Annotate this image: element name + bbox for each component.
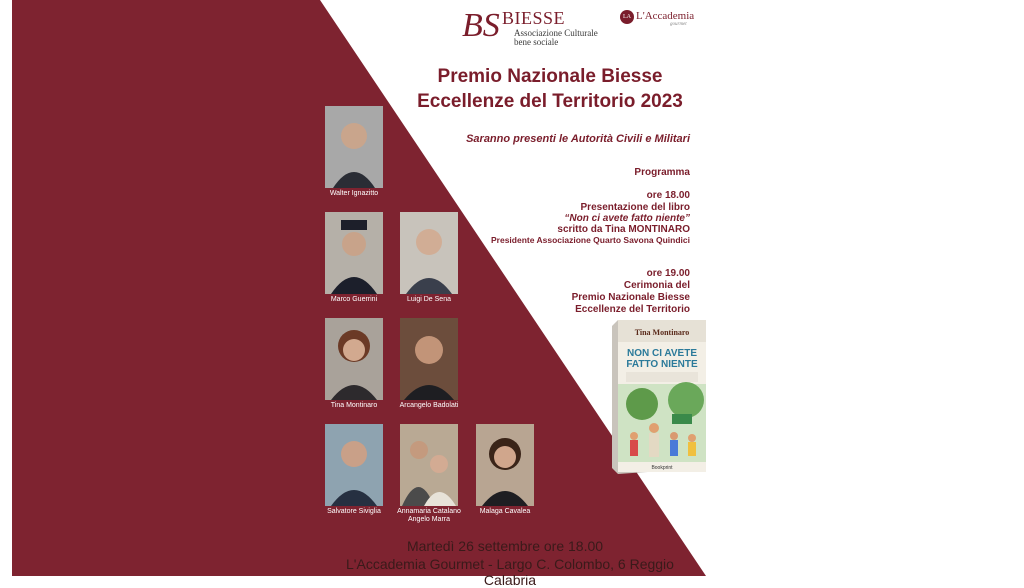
book-child-3-body	[688, 442, 696, 456]
book-adult	[649, 423, 659, 433]
book-child-3	[688, 434, 696, 442]
right-margin	[712, 0, 1024, 576]
portrait-icon	[400, 212, 458, 294]
event-date: Martedì 26 settembre ore 18.00	[406, 538, 604, 554]
name-annamaria-catalano: Annamaria Catalano	[397, 508, 461, 515]
event-venue: L'Accademia Gourmet - Largo C. Colombo, 6 Reggio Calabria	[346, 556, 674, 588]
name-malaga-cavalea: Malaga Cavalea	[479, 508, 531, 515]
book-author: Tina Montinaro	[634, 328, 690, 337]
program-time-2: ore 19.00	[646, 268, 690, 279]
program-time-1: ore 18.00	[646, 190, 690, 201]
photo-luigi-de-sena	[400, 212, 458, 294]
photo-arcangelo-badolati	[400, 318, 458, 400]
book-title-line1: NON CI AVETE	[626, 348, 698, 359]
left-margin-strip	[0, 0, 12, 576]
photo-tina-montinaro	[325, 318, 383, 400]
book-publisher: Bookprint	[651, 465, 673, 471]
biesse-monogram: BS	[462, 7, 500, 44]
book-sign	[672, 414, 692, 424]
photo-malaga-cavalea	[476, 424, 534, 506]
accademia-subtitle: gourmet	[670, 22, 687, 27]
authorities-note: Saranno presenti le Autorità Civili e Militari	[466, 133, 690, 145]
accademia-name: L'Accademia	[636, 10, 695, 22]
name-salvatore-siviglia: Salvatore Siviglia	[327, 508, 381, 515]
name-walter-ignazitto: Walter Ignazitto	[329, 190, 379, 197]
title-line-2: Eccellenze del Territorio 2023	[417, 91, 683, 112]
portrait-icon	[325, 424, 383, 506]
photo-marco-guerrini	[325, 212, 383, 294]
program-item2-line2: Premio Nazionale Biesse	[571, 292, 690, 303]
biesse-subtitle-2: bene sociale	[514, 37, 559, 47]
book-title-line2: FATTO NIENTE	[626, 359, 698, 370]
biesse-name: BIESSE	[502, 8, 566, 28]
name-luigi-de-sena: Luigi De Sena	[407, 296, 451, 303]
portrait-icon	[325, 318, 383, 400]
program-item1-role: Presidente Associazione Quarto Savona Quindici	[490, 235, 690, 245]
program-item2-line3: Eccellenze del Territorio	[575, 304, 690, 315]
name-tina-montinaro: Tina Montinaro	[330, 402, 378, 409]
program-heading: Programma	[634, 167, 690, 178]
photo-salvatore-siviglia	[325, 424, 383, 506]
book-child-1	[630, 432, 638, 440]
program-item1-line1: Presentazione del libro	[580, 202, 690, 213]
portrait-icon	[325, 212, 383, 294]
book-cover	[612, 318, 706, 474]
portrait-icon	[325, 106, 383, 188]
book-child-1-body	[630, 440, 638, 456]
portrait-icon	[400, 318, 458, 400]
biesse-logo	[462, 6, 602, 50]
book-tree-right	[668, 382, 704, 418]
biesse-subtitle-1: Associazione Culturale	[514, 28, 598, 38]
book-child-2-body	[670, 440, 678, 456]
portrait-icon	[476, 424, 534, 506]
book-tree-left	[626, 388, 658, 420]
book-child-2	[670, 432, 678, 440]
program-item1-author: scritto da Tina MONTINARO	[557, 224, 690, 235]
accademia-badge: LA	[620, 10, 634, 24]
portrait-icon	[400, 424, 458, 506]
program-item2-line1: Cerimonia del	[623, 280, 690, 291]
name-arcangelo-badolati: Arcangelo Badolati	[399, 402, 459, 409]
photo-walter-ignazitto	[325, 106, 383, 188]
program-item1-title: “Non ci avete fatto niente”	[564, 213, 690, 224]
book-subtitle-block	[626, 372, 698, 382]
photo-annamaria-catalano-angelo-marra	[400, 424, 458, 506]
name-marco-guerrini: Marco Guerrini	[330, 296, 378, 303]
accademia-logo	[620, 10, 710, 30]
title-line-1: Premio Nazionale Biesse	[437, 66, 663, 87]
book-adult-body	[649, 433, 659, 457]
name-angelo-marra: Angelo Marra	[407, 516, 451, 523]
